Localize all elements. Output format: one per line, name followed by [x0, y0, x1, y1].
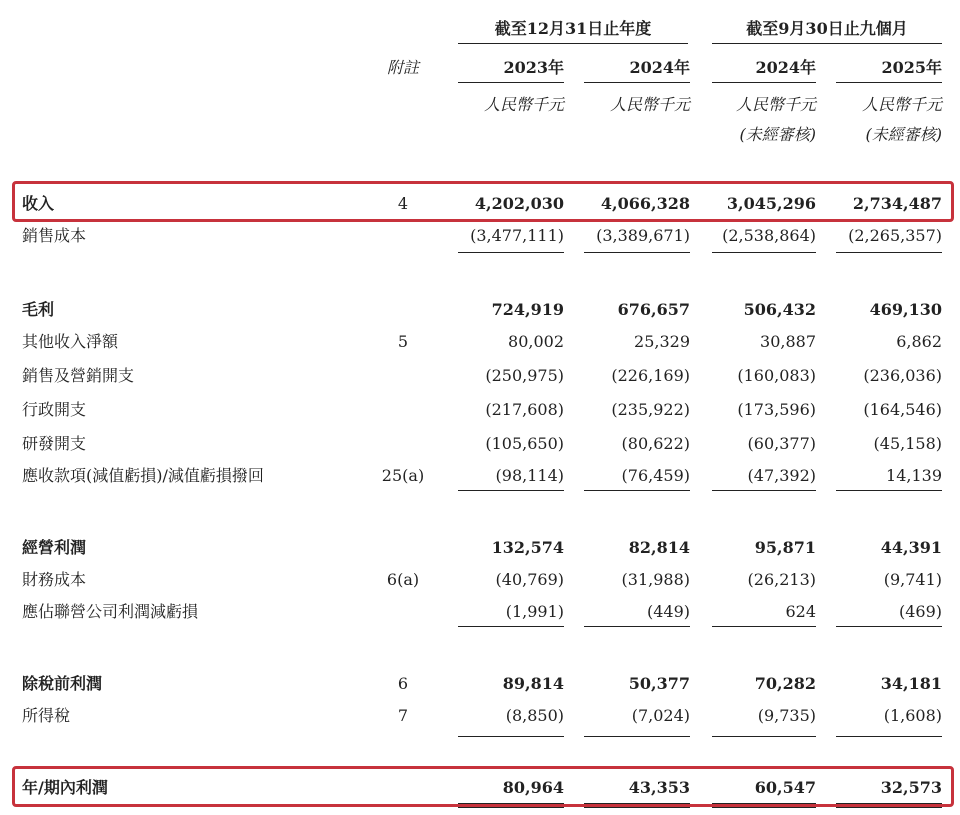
row-value: 6,862 [896, 332, 942, 351]
row-value: 624 [785, 602, 816, 621]
year-header: 2023年 [503, 58, 564, 77]
subtotal-rule [584, 490, 690, 491]
row-value: 60,547 [754, 778, 816, 797]
row-value: (7,024) [631, 706, 690, 725]
row-value: (3,389,671) [596, 226, 690, 245]
row-value: (226,169) [611, 366, 690, 385]
row-label: 經營利潤 [22, 538, 87, 557]
row-value: (8,850) [505, 706, 564, 725]
unaudited-label: (未經審核) [739, 125, 816, 144]
year-header: 2024年 [755, 58, 816, 77]
row-label: 應佔聯營公司利潤減虧損 [22, 602, 199, 621]
row-value: (1,608) [883, 706, 942, 725]
total-double-rule [836, 807, 942, 808]
year-rule [836, 82, 942, 83]
row-note: 6(a) [386, 570, 420, 589]
row-value: 89,814 [502, 674, 564, 693]
year-rule [458, 82, 564, 83]
row-value: 3,045,296 [726, 194, 816, 213]
subtotal-rule [458, 490, 564, 491]
row-value: 50,377 [628, 674, 690, 693]
row-value: 80,002 [508, 332, 564, 351]
row-value: 132,574 [491, 538, 564, 557]
row-value: 506,432 [743, 300, 816, 319]
row-label: 收入 [22, 194, 55, 213]
row-value: 95,871 [754, 538, 816, 557]
row-value: 14,139 [886, 466, 942, 485]
row-value: 724,919 [491, 300, 564, 319]
subtotal-rule [836, 252, 942, 253]
row-value: (160,083) [737, 366, 816, 385]
total-double-rule [584, 807, 690, 808]
row-value: (3,477,111) [470, 226, 564, 245]
row-value: (250,975) [485, 366, 564, 385]
row-label: 財務成本 [22, 570, 87, 589]
unit-label: 人民幣千元 [861, 95, 942, 114]
subtotal-rule [712, 252, 816, 253]
unit-label: 人民幣千元 [735, 95, 816, 114]
row-value: 2,734,487 [852, 194, 942, 213]
row-value: (2,538,864) [722, 226, 816, 245]
row-value: (47,392) [747, 466, 816, 485]
row-value: (235,922) [611, 400, 690, 419]
unit-label: 人民幣千元 [609, 95, 690, 114]
year-header: 2025年 [881, 58, 942, 77]
row-value: 43,353 [628, 778, 690, 797]
subtotal-rule [836, 626, 942, 627]
subtotal-rule [836, 736, 942, 737]
row-value: 30,887 [760, 332, 816, 351]
row-value: (217,608) [485, 400, 564, 419]
subtotal-rule [458, 252, 564, 253]
row-value: (164,546) [863, 400, 942, 419]
header-rule [712, 43, 942, 44]
row-value: (80,622) [621, 434, 690, 453]
row-value: 25,329 [634, 332, 690, 351]
subtotal-rule [712, 490, 816, 491]
row-note: 6 [397, 674, 409, 693]
row-value: 32,573 [880, 778, 942, 797]
row-note: 5 [397, 332, 409, 351]
note-column-header: 附註 [386, 58, 419, 77]
year-rule [712, 82, 816, 83]
revenue-highlight-box [12, 181, 954, 222]
subtotal-rule [584, 252, 690, 253]
header-rule [458, 43, 688, 44]
row-value: (45,158) [873, 434, 942, 453]
row-value: (9,741) [883, 570, 942, 589]
subtotal-rule [458, 736, 564, 737]
total-double-rule [458, 807, 564, 808]
row-value: (31,988) [621, 570, 690, 589]
row-value: (26,213) [747, 570, 816, 589]
row-value: (236,036) [863, 366, 942, 385]
row-label: 所得稅 [22, 706, 71, 725]
row-note: 7 [397, 706, 409, 725]
row-label: 行政開支 [22, 400, 87, 419]
row-value: 44,391 [880, 538, 942, 557]
row-note: 25(a) [381, 466, 425, 485]
row-value: (2,265,357) [848, 226, 942, 245]
row-value: 4,066,328 [600, 194, 690, 213]
row-label: 研發開支 [22, 434, 87, 453]
subtotal-rule [712, 626, 816, 627]
row-value: 70,282 [754, 674, 816, 693]
row-value: (40,769) [495, 570, 564, 589]
row-value: (76,459) [621, 466, 690, 485]
row-label: 應收款項(減值虧損)/減值虧損撥回 [22, 466, 264, 485]
row-label: 除稅前利潤 [22, 674, 103, 693]
subtotal-rule [836, 490, 942, 491]
subtotal-rule [584, 626, 690, 627]
subtotal-rule [458, 626, 564, 627]
row-value: (105,650) [485, 434, 564, 453]
unit-label: 人民幣千元 [483, 95, 564, 114]
period-header-ninemonth: 截至9月30日止九個月 [746, 19, 908, 38]
year-rule [584, 82, 690, 83]
row-value: (1,991) [505, 602, 564, 621]
row-label: 其他收入淨額 [22, 332, 119, 351]
subtotal-rule [712, 736, 816, 737]
row-label: 銷售及營銷開支 [22, 366, 135, 385]
row-value: 34,181 [880, 674, 942, 693]
row-value: (9,735) [757, 706, 816, 725]
row-value: 469,130 [869, 300, 942, 319]
year-header: 2024年 [629, 58, 690, 77]
row-value: (173,596) [737, 400, 816, 419]
profit-highlight-box [12, 766, 954, 807]
row-label: 銷售成本 [22, 226, 87, 245]
row-value: (449) [646, 602, 690, 621]
row-value: (60,377) [747, 434, 816, 453]
row-label: 毛利 [22, 300, 55, 319]
row-value: 676,657 [617, 300, 690, 319]
total-double-rule [712, 807, 816, 808]
row-note: 4 [397, 194, 409, 213]
row-value: 82,814 [628, 538, 690, 557]
row-label: 年/期內利潤 [22, 778, 108, 797]
row-value: (98,114) [495, 466, 564, 485]
row-value: 80,964 [502, 778, 564, 797]
row-value: 4,202,030 [474, 194, 564, 213]
row-value: (469) [898, 602, 942, 621]
unaudited-label: (未經審核) [865, 125, 942, 144]
subtotal-rule [584, 736, 690, 737]
period-header-year: 截至12月31日止年度 [494, 19, 652, 38]
